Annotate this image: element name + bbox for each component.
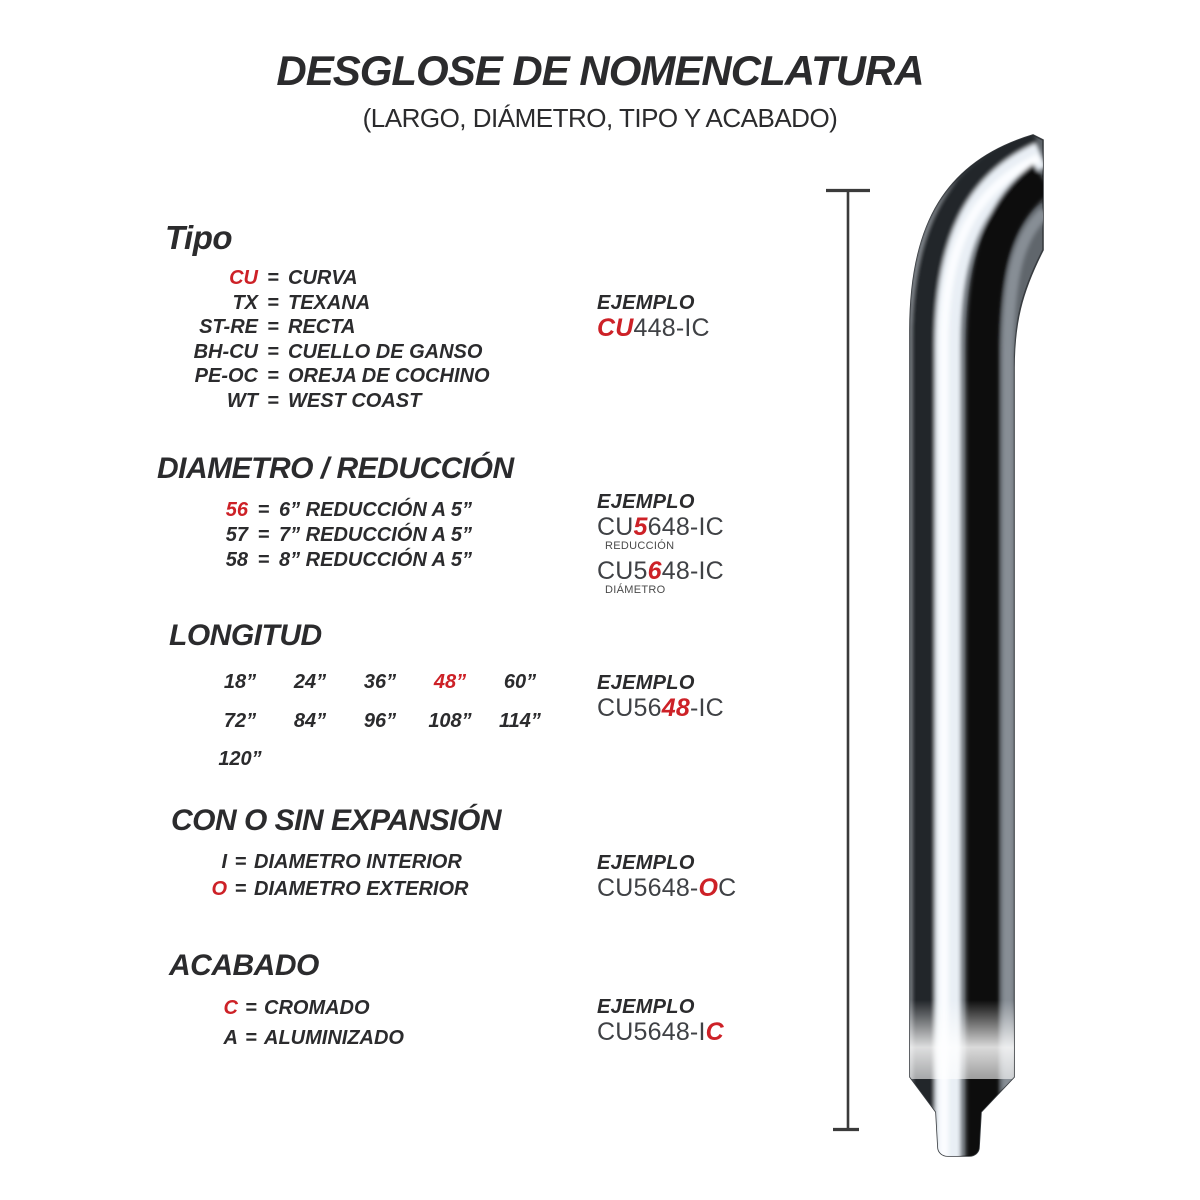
code-label: TX (232, 291, 258, 314)
description-label: CUELLO DE GANSO (288, 340, 483, 363)
length-value: 108” (428, 709, 472, 732)
code-sublabel: DIÁMETRO (605, 584, 666, 596)
length-value: 114” (499, 709, 541, 732)
section-expansion (171, 802, 501, 904)
equals-sign: = (234, 878, 247, 901)
example-block-longitud (597, 671, 724, 721)
section-acabado (169, 947, 404, 1053)
code-label: I (221, 851, 227, 873)
example-label: EJEMPLO (597, 672, 695, 694)
example-code (597, 1019, 724, 1045)
definition-row (157, 523, 514, 548)
description-label: DIAMETRO EXTERIOR (254, 878, 469, 901)
equals-sign: = (257, 524, 270, 546)
code-part: 448-IC (633, 314, 710, 342)
description-label: WEST COAST (288, 389, 422, 412)
code-part: 6 (647, 557, 662, 585)
length-values-grid (205, 663, 555, 779)
code-label: O (211, 878, 227, 901)
code-label: CU (229, 267, 258, 289)
definition-row (165, 389, 490, 414)
code-part: O (698, 874, 719, 902)
section-longitud-heading: LONGITUD (169, 619, 322, 652)
code-part: 648-IC (647, 513, 724, 541)
code-label: BH-CU (193, 340, 258, 363)
tipo-definition-list (165, 266, 490, 414)
code-part: C (718, 874, 737, 902)
pipe-bottom-fade (904, 1000, 1020, 1079)
section-expansion-heading: CON O SIN EXPANSIÓN (171, 804, 501, 837)
equals-sign: = (267, 340, 279, 363)
pipe-chrome-reflections (912, 137, 1045, 1160)
example-code (597, 315, 710, 341)
length-measurement-line (826, 191, 870, 1130)
definition-row (165, 315, 490, 340)
description-label: 6” REDUCCIÓN A 5” (279, 499, 472, 521)
length-value: 120” (218, 748, 262, 771)
equals-sign: = (267, 291, 279, 314)
example-code (597, 558, 724, 584)
expansion-definition-list (171, 849, 501, 904)
code-label: 56 (225, 499, 248, 521)
code-sublabel: REDUCCIÓN (605, 540, 675, 552)
code-part: CU5648-I (597, 1018, 706, 1046)
code-label: PE-OC (194, 365, 258, 388)
description-label: RECTA (288, 316, 356, 339)
description-label: 8” REDUCCIÓN A 5” (279, 549, 472, 571)
code-part: CU (597, 314, 634, 342)
description-label: ALUMINIZADO (264, 1027, 404, 1049)
description-label: OREJA DE COCHINO (288, 365, 490, 388)
code-part: 48 (661, 694, 690, 722)
definition-row (165, 291, 490, 316)
example-block-acabado (597, 995, 724, 1045)
length-value: 72” (223, 709, 257, 732)
section-diametro-heading: DIAMETRO / REDUCCIÓN (157, 452, 514, 485)
equals-sign: = (245, 997, 257, 1019)
equals-sign: = (267, 316, 279, 339)
acabado-definition-list (169, 993, 404, 1053)
diametro-definition-list (157, 498, 514, 573)
code-label: 58 (225, 549, 248, 571)
example-code (597, 514, 724, 540)
example-code (597, 695, 724, 721)
example-block-tipo (597, 291, 710, 341)
section-tipo (165, 218, 490, 414)
section-longitud (169, 617, 555, 779)
code-part: CU5 (597, 557, 648, 585)
code-part: -IC (689, 694, 724, 722)
length-value: 36” (363, 670, 397, 693)
equals-sign: = (267, 389, 279, 412)
equals-sign: = (257, 499, 270, 521)
definition-row (171, 876, 501, 903)
code-part: CU (597, 513, 634, 541)
example-label: EJEMPLO (597, 292, 695, 314)
code-label: WT (226, 389, 258, 412)
equals-sign: = (267, 267, 279, 289)
length-value: 60” (503, 670, 537, 693)
code-part: 48-IC (661, 557, 724, 585)
code-label: 57 (225, 524, 248, 546)
definition-row (169, 1023, 404, 1053)
example-label: EJEMPLO (597, 491, 695, 513)
equals-sign: = (257, 549, 270, 571)
description-label: DIAMETRO INTERIOR (254, 851, 462, 873)
length-value: 24” (293, 670, 327, 693)
definition-row (171, 849, 501, 876)
definition-row (165, 364, 490, 389)
equals-sign: = (234, 851, 247, 873)
description-label: CURVA (288, 267, 358, 289)
section-diametro-reduccion (157, 450, 514, 573)
example-code (597, 875, 736, 901)
equals-sign: = (245, 1027, 257, 1049)
page-subtitle: (LARGO, DIÁMETRO, TIPO Y ACABADO) (362, 103, 838, 133)
length-value: 18” (223, 670, 257, 693)
code-part: 5 (633, 513, 648, 541)
definition-row (157, 498, 514, 523)
example-block-diametro (597, 490, 724, 596)
example-block-expansion (597, 851, 736, 901)
definition-row (165, 340, 490, 365)
definition-row (157, 548, 514, 573)
length-value: 48” (433, 670, 467, 693)
pipe-silhouette (910, 135, 1043, 1156)
chrome-exhaust-stack-image (904, 135, 1045, 1160)
code-part: CU5648- (597, 874, 699, 902)
code-part: CU56 (597, 694, 662, 722)
section-tipo-heading: Tipo (165, 219, 233, 256)
description-label: TEXANA (288, 291, 371, 314)
description-label: CROMADO (264, 997, 370, 1019)
definition-row (165, 266, 490, 291)
length-value: 96” (363, 709, 397, 732)
code-label: ST-RE (199, 316, 258, 339)
definition-row (169, 993, 404, 1023)
example-label: EJEMPLO (597, 996, 695, 1018)
equals-sign: = (267, 365, 279, 388)
code-label: C (223, 997, 238, 1019)
code-part: C (705, 1018, 724, 1046)
description-label: 7” REDUCCIÓN A 5” (279, 524, 472, 546)
section-acabado-heading: ACABADO (169, 949, 319, 982)
code-label: A (223, 1027, 238, 1049)
length-value: 84” (293, 709, 327, 732)
page-title: DESGLOSE DE NOMENCLATURA (276, 47, 924, 94)
example-label: EJEMPLO (597, 852, 695, 874)
